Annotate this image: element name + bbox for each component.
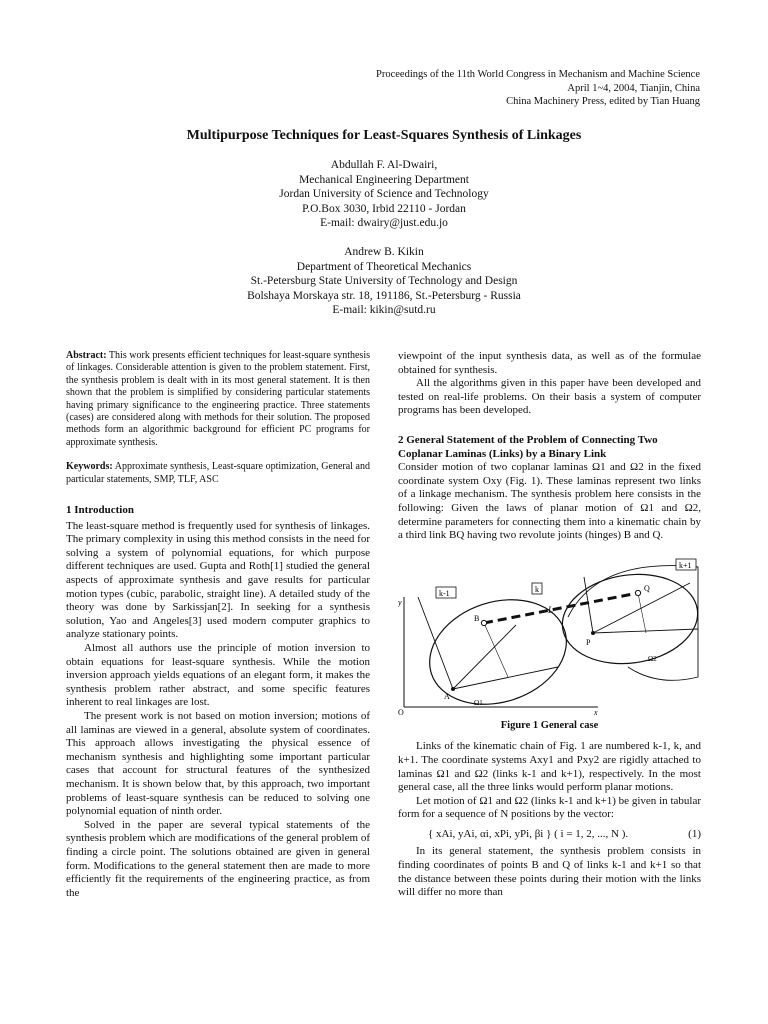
figure-1-diagram [398, 557, 701, 717]
label-b: B [474, 613, 480, 623]
keywords [66, 461, 370, 486]
section-2-para-4: In its general statement, the synthesis problem consists in finding coordinates of points B and Q of links k-1 and k+1 so that the distance between these points during their motion with the links will differ no more than [398, 845, 701, 899]
keywords-text: Approximate synthesis, Least-square optimization, General and particular statements, SMP, TLF, ASC [66, 461, 370, 485]
right-column [398, 350, 701, 900]
lamina-k-minus-1 [416, 583, 580, 717]
abstract-text: This work presents efficient techniques for least-square synthesis of linkages. Considerable attention is given to the problem statement. First, the synthesis problem is dealt with in its most general statement. It is then shown that the problem is simplified by considering particular statements having primary significance to the engineering practice. Three statements (cases) are considered along with methods for their solution. The proposed methods form an algorithmic background for efficient PC programs for approximate synthesis. [66, 350, 370, 448]
author-1-dept: Mechanical Engineering Department [299, 173, 469, 186]
left-column [66, 350, 370, 900]
local-y1-axis [418, 597, 453, 689]
author-2-name: Andrew B. Kikin [344, 245, 424, 258]
label-k-minus-1: k-1 [439, 588, 450, 598]
author-1-name: Abdullah F. Al-Dwairi, [330, 159, 438, 171]
section-1-heading: 1 Introduction [66, 504, 134, 517]
point-a [451, 687, 455, 691]
author-list [0, 158, 768, 332]
section-1-para-1: The least-square method is frequently used for synthesis of linkages. The primary complexity in using this method consists in the need for solving a system of polynomial equations, for which purpose different techniques are used. Gupta and Roth[1] studied the general aspects of approximate synthesis and gave results for particular motion types (cubic, parabolic, straight line). A detailed study of the theory was done by Sarkissjan[2]. In seeking for a synthesis solution, Yao and Angeles[3] used modern computer graphics to analyze stationary points. [66, 519, 370, 641]
author-1-address: P.O.Box 3030, Irbid 22110 - Jordan [302, 202, 466, 215]
proceedings-line-3: China Machinery Press, edited by Tian Huang [506, 96, 700, 107]
label-k: k [535, 584, 539, 594]
label-p: P [586, 637, 591, 647]
section-1-para-3: The present work is not based on motion inversion; motions of all laminas are viewed in a general, absolute system of coordinates. This approach allows investigating the physical essence of mechanism synthesis and highlighting some important particular cases that account for structural features of the synthesized mechanism. It is shown below that, by this approach, two important problems of least-square synthesis can be reduced to solving one polynomial equation of ninth order. [66, 709, 370, 818]
label-q: Q [644, 583, 650, 593]
proceedings-line-1: Proceedings of the 11th World Congress in Mechanism and Machine Science [376, 69, 700, 80]
section-1-para-4: Solved in the paper are several typical statements of the synthesis problem which are modifications of the general problem of finding a circle point. The solutions obtained are given in general form. Modifications to the general statement then are made to more efficiently fit the requirements of the engineering practice, as from the [66, 818, 370, 899]
point-b [481, 620, 486, 625]
equation-1-body: { xAi, yAi, αi, xPi, yPi, βi } ( i = 1, 2, ..., N ). [428, 827, 629, 840]
label-o: O [398, 707, 404, 717]
figure-1-caption: Figure 1 General case [500, 719, 599, 731]
label-y: y [398, 597, 402, 607]
label-omega-2: Ω2 [648, 654, 657, 663]
section-1-para-5: viewpoint of the input synthesis data, as well as of the formulae obtained for synthesis. [398, 350, 701, 376]
author-2-email: E-mail: kikin@sutd.ru [332, 304, 436, 317]
author-1 [0, 158, 768, 231]
author-1-email: E-mail: dwairy@just.edu.jo [320, 217, 448, 230]
abstract [66, 350, 370, 449]
point-p [591, 631, 595, 635]
lamina-k-plus-1 [557, 566, 701, 672]
section-1-para-2: Almost all authors use the principle of motion inversion to obtain equations for least-square synthesis. While the motion inversion approach yields equations of an elegant form, it makes the synthesis problem rather abstract, and some specific features inherent to real linkages are lost. [66, 642, 370, 709]
abstract-label: Abstract: [66, 350, 107, 361]
b-projection [484, 623, 508, 677]
section-1-para-6: All the algorithms given in this paper have been developed and tested on real-life problems. On their basis a system of computer programs has been developed. [398, 377, 701, 417]
binary-link-bq [484, 593, 638, 623]
proceedings-line-2: April 1~4, 2004, Tianjin, China [567, 82, 700, 94]
author-2-dept: Department of Theoretical Mechanics [296, 260, 472, 273]
keywords-label: Keywords: [66, 461, 113, 473]
local-x1-axis [453, 667, 558, 689]
label-l: L [548, 604, 554, 615]
equation-1 [398, 828, 701, 842]
author-2-address: Bolshaya Morskaya str. 18, 191186, St.-Petersburg - Russia [247, 289, 521, 302]
author-2 [0, 245, 768, 318]
author-2-univ: St.-Petersburg State University of Technology and Design [250, 275, 518, 288]
paper-title: Multipurpose Techniques for Least-Squares Synthesis of Linkages [186, 128, 582, 143]
section-2-para-3: Let motion of Ω1 and Ω2 (links k-1 and k+1) be given in tabular form for a sequence of N positions by the vector: [398, 794, 701, 821]
lamina-1-radius [453, 625, 516, 689]
label-a: A [444, 691, 450, 701]
author-1-univ: Jordan University of Science and Technology [279, 188, 489, 201]
equation-1-number: (1) [688, 827, 701, 840]
section-2-heading: 2 General Statement of the Problem of Connecting Two Coplanar Laminas (Links) by a Binary Link [398, 433, 658, 460]
figure-1 [398, 557, 701, 717]
section-2-para-1: Consider motion of two coplanar laminas Ω1 and Ω2 in the fixed coordinate system Oxy (Fig. 1). These laminas represent two links of a linkage mechanism. The synthesis problem here consists in the following: Given the laws of planar motion of Ω1 and Ω2, determine parameters for connecting them into a kinematic chain by a third link BQ having two revolute joints (hinges) B and Q. [398, 461, 701, 542]
label-k-plus-1: k+1 [679, 560, 692, 570]
section-2-para-2: Links of the kinematic chain of Fig. 1 are numbered k-1, k, and k+1. The coordinate systems Axy1 and Pxy2 are rigidly attached to laminas Ω1 and Ω2 (links k-1 and k+1), respectively. In the most general case, all the three links would perform planar motions. [398, 740, 701, 794]
q-projection [638, 593, 646, 633]
proceedings-header [376, 68, 700, 109]
point-q [635, 590, 640, 595]
lamina-2-radius [593, 583, 690, 633]
label-omega-1: Ω1 [474, 698, 483, 707]
label-x: x [594, 707, 598, 717]
